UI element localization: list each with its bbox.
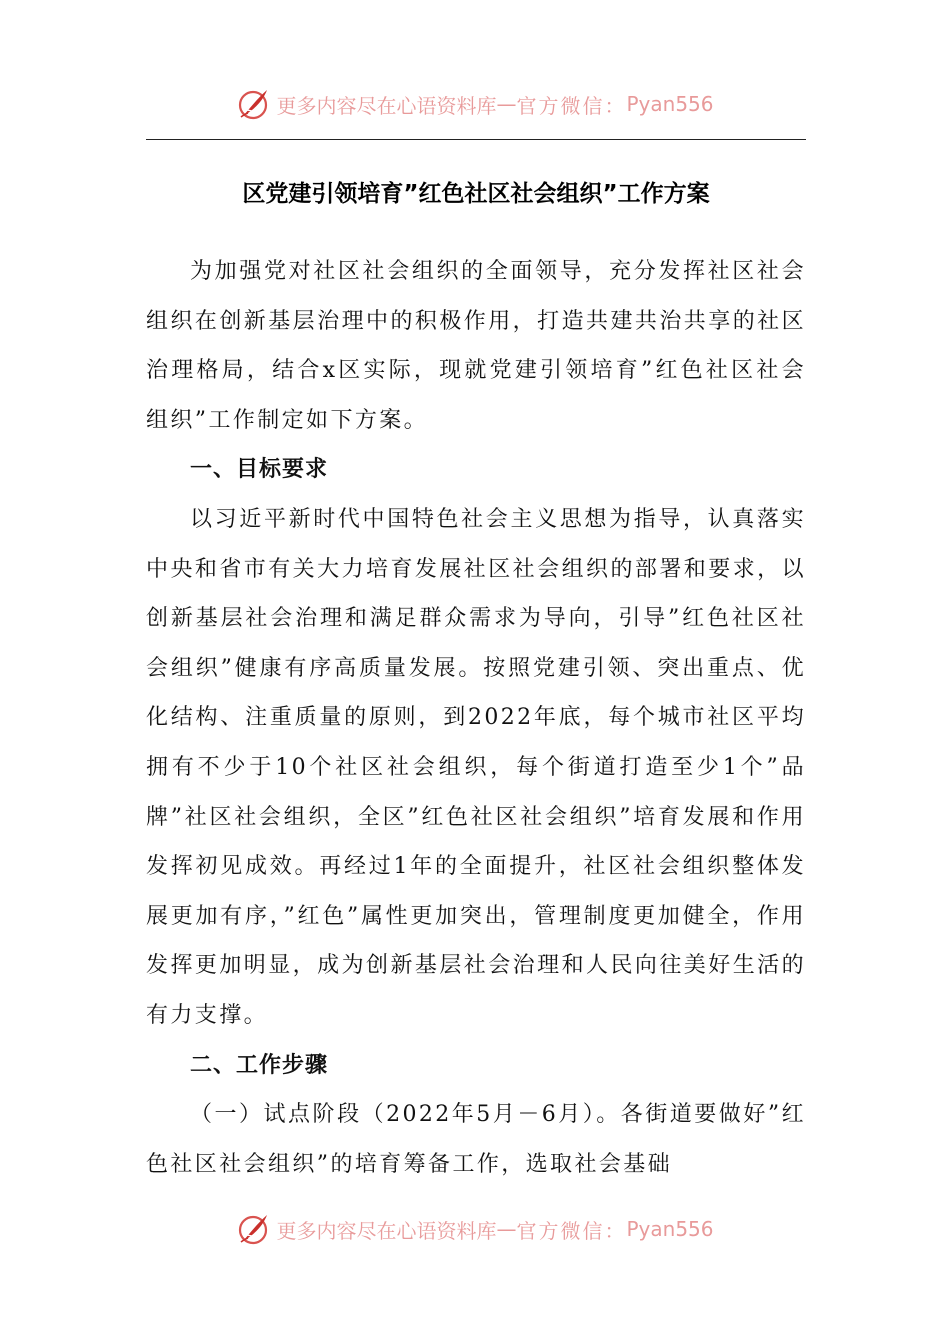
- watermark-wechat-label: 官方微信：: [516, 93, 627, 118]
- section-2-paragraph: （一）试点阶段（2022年5月－6月）。各街道要做好”红色社区社会组织”的培育筹备工作，选取社会基础: [146, 1102, 806, 1177]
- section-2-heading: 二、工作步骤: [190, 1052, 329, 1078]
- watermark-wechat-id: Pyan556: [626, 1217, 714, 1241]
- watermark-separator: —: [496, 1217, 517, 1241]
- watermark-brand-text: 更多内容尽在心语资料库: [276, 1218, 497, 1243]
- quill-logo-icon: [236, 86, 272, 122]
- header-rule: [146, 139, 806, 140]
- watermark-separator: —: [496, 92, 517, 116]
- quill-logo-icon: [236, 1211, 272, 1247]
- watermark-wechat-id: Pyan556: [626, 92, 714, 116]
- document-title: 区党建引领培育”红色社区社会组织”工作方案: [242, 181, 710, 207]
- document-body: [146, 247, 806, 1189]
- watermark-brand-text: 更多内容尽在心语资料库: [276, 93, 497, 118]
- watermark-footer: [0, 1209, 950, 1249]
- section-1-paragraph: 以习近平新时代中国特色社会主义思想为指导，认真落实中央和省市有关大力培育发展社区社会组织的部署和要求，以创新基层社会治理和满足群众需求为导向，引导”红色社区社会组织”健康有序高质量发展。按照党建引领、突出重点、优化结构、注重质量的原则，到2022年底，每个城市社区平均拥有不少于10个社区社会组织，每个街道打造至少1个”品牌”社区社会组织，全区”红色社区社会组织”培育发展和作用发挥初见成效。再经过1年的全面提升，社区社会组织整体发展更加有序，”红色”属性更加突出，管理制度更加健全，作用发挥更加明显，成为创新基层社会治理和人民向往美好生活的有力支撑。: [146, 506, 806, 1028]
- watermark-wechat-label: 官方微信：: [516, 1218, 627, 1243]
- watermark-header: [0, 84, 950, 124]
- intro-paragraph: 为加强党对社区社会组织的全面领导，充分发挥社区社会组织在创新基层治理中的积极作用，打造共建共治共享的社区治理格局，结合x区实际，现就党建引领培育”红色社区社会组织”工作制定如下方案。: [146, 259, 806, 433]
- section-1-heading: 一、目标要求: [190, 457, 329, 483]
